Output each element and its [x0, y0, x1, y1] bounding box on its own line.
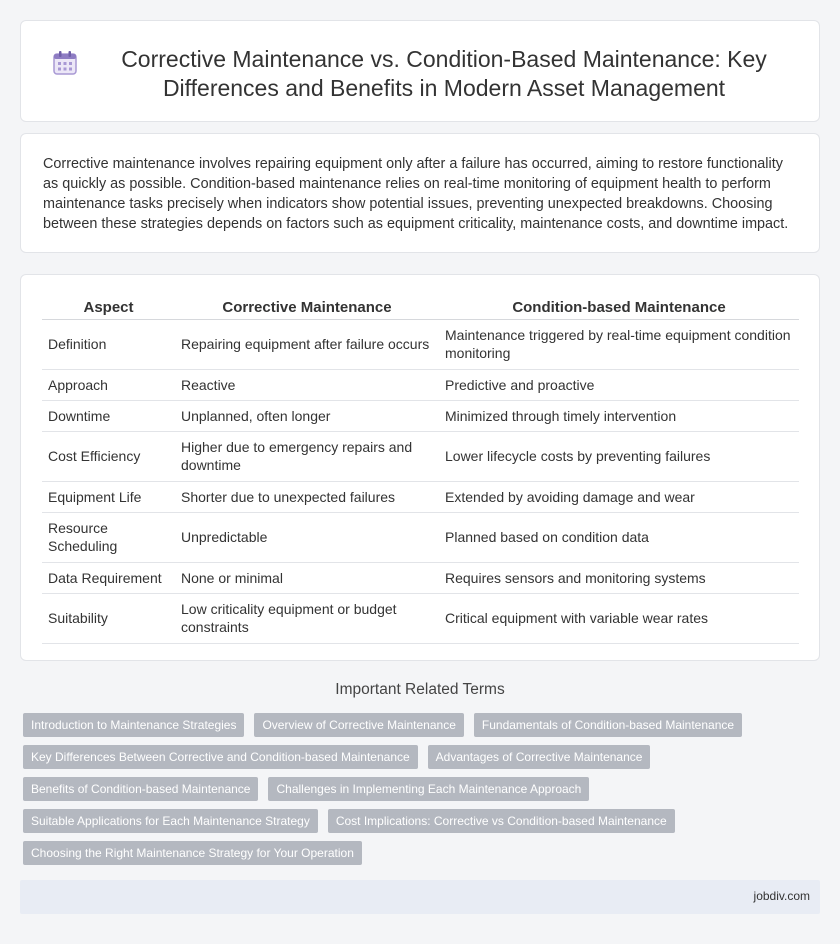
footer-bar — [20, 880, 820, 914]
related-term-tag[interactable]: Challenges in Implementing Each Maintenance Approach — [268, 777, 589, 801]
related-term-tag[interactable]: Fundamentals of Condition-based Maintenance — [474, 713, 742, 737]
column-header-corrective: Corrective Maintenance — [175, 295, 439, 319]
table-row — [42, 319, 799, 369]
title-card — [20, 20, 820, 122]
column-header-aspect: Aspect — [42, 295, 175, 319]
table-row — [42, 593, 799, 643]
table-cell-aspect: Cost Efficiency — [42, 431, 175, 481]
calendar-icon — [51, 49, 79, 77]
table-cell: Planned based on condition data — [439, 512, 799, 562]
page-title: Corrective Maintenance vs. Condition-Based Maintenance: Key Differences and Benefits in Modern Asset Management — [121, 46, 767, 101]
table-cell: Predictive and proactive — [439, 369, 799, 400]
intro-paragraph: Corrective maintenance involves repairing equipment only after a failure has occurred, aiming to restore functionality as quickly as possible. Condition-based maintenance relies on real-time monitoring of equipment health to perform maintenance tasks precisely when indicators show potential issues, preventing unexpected breakdowns. Choosing between these strategies depends on factors such as equipment criticality, maintenance costs, and downtime impact. — [43, 156, 789, 232]
intro-card — [20, 133, 820, 253]
table-cell: Higher due to emergency repairs and downtime — [175, 431, 439, 481]
table-cell: Extended by avoiding damage and wear — [439, 481, 799, 512]
related-term-tag[interactable]: Advantages of Corrective Maintenance — [428, 745, 651, 769]
table-cell: Critical equipment with variable wear rates — [439, 593, 799, 643]
table-cell-aspect: Downtime — [42, 400, 175, 431]
related-term-tag[interactable]: Cost Implications: Corrective vs Condition-based Maintenance — [328, 809, 675, 833]
column-header-condition-based: Condition-based Maintenance — [439, 295, 799, 319]
comparison-table — [42, 295, 799, 644]
table-cell-aspect: Approach — [42, 369, 175, 400]
related-term-tag[interactable]: Suitable Applications for Each Maintenance Strategy — [23, 809, 318, 833]
table-cell: Maintenance triggered by real-time equipment condition monitoring — [439, 319, 799, 369]
related-terms-heading: Important Related Terms — [335, 681, 505, 698]
table-cell: Lower lifecycle costs by preventing failures — [439, 431, 799, 481]
table-cell-aspect: Equipment Life — [42, 481, 175, 512]
table-cell-aspect: Suitability — [42, 593, 175, 643]
table-cell: Requires sensors and monitoring systems — [439, 562, 799, 593]
table-row — [42, 431, 799, 481]
related-term-tag[interactable]: Overview of Corrective Maintenance — [254, 713, 463, 737]
table-cell-aspect: Resource Scheduling — [42, 512, 175, 562]
table-row — [42, 512, 799, 562]
related-term-tag[interactable]: Choosing the Right Maintenance Strategy for Your Operation — [23, 841, 362, 865]
table-row — [42, 481, 799, 512]
table-cell: Unplanned, often longer — [175, 400, 439, 431]
table-cell: Low criticality equipment or budget constraints — [175, 593, 439, 643]
table-row — [42, 562, 799, 593]
related-term-tag[interactable]: Benefits of Condition-based Maintenance — [23, 777, 258, 801]
comparison-table-card — [20, 274, 820, 661]
related-term-tag[interactable]: Key Differences Between Corrective and Condition-based Maintenance — [23, 745, 418, 769]
table-cell: Minimized through timely intervention — [439, 400, 799, 431]
table-cell: None or minimal — [175, 562, 439, 593]
table-cell-aspect: Definition — [42, 319, 175, 369]
table-header-row — [42, 295, 799, 319]
footer-site-link[interactable]: jobdiv.com — [753, 889, 810, 903]
table-cell: Reactive — [175, 369, 439, 400]
table-cell: Repairing equipment after failure occurs — [175, 319, 439, 369]
table-cell-aspect: Data Requirement — [42, 562, 175, 593]
table-cell: Unpredictable — [175, 512, 439, 562]
related-terms-list — [23, 713, 823, 873]
table-cell: Shorter due to unexpected failures — [175, 481, 439, 512]
related-term-tag[interactable]: Introduction to Maintenance Strategies — [23, 713, 244, 737]
table-row — [42, 400, 799, 431]
table-row — [42, 369, 799, 400]
